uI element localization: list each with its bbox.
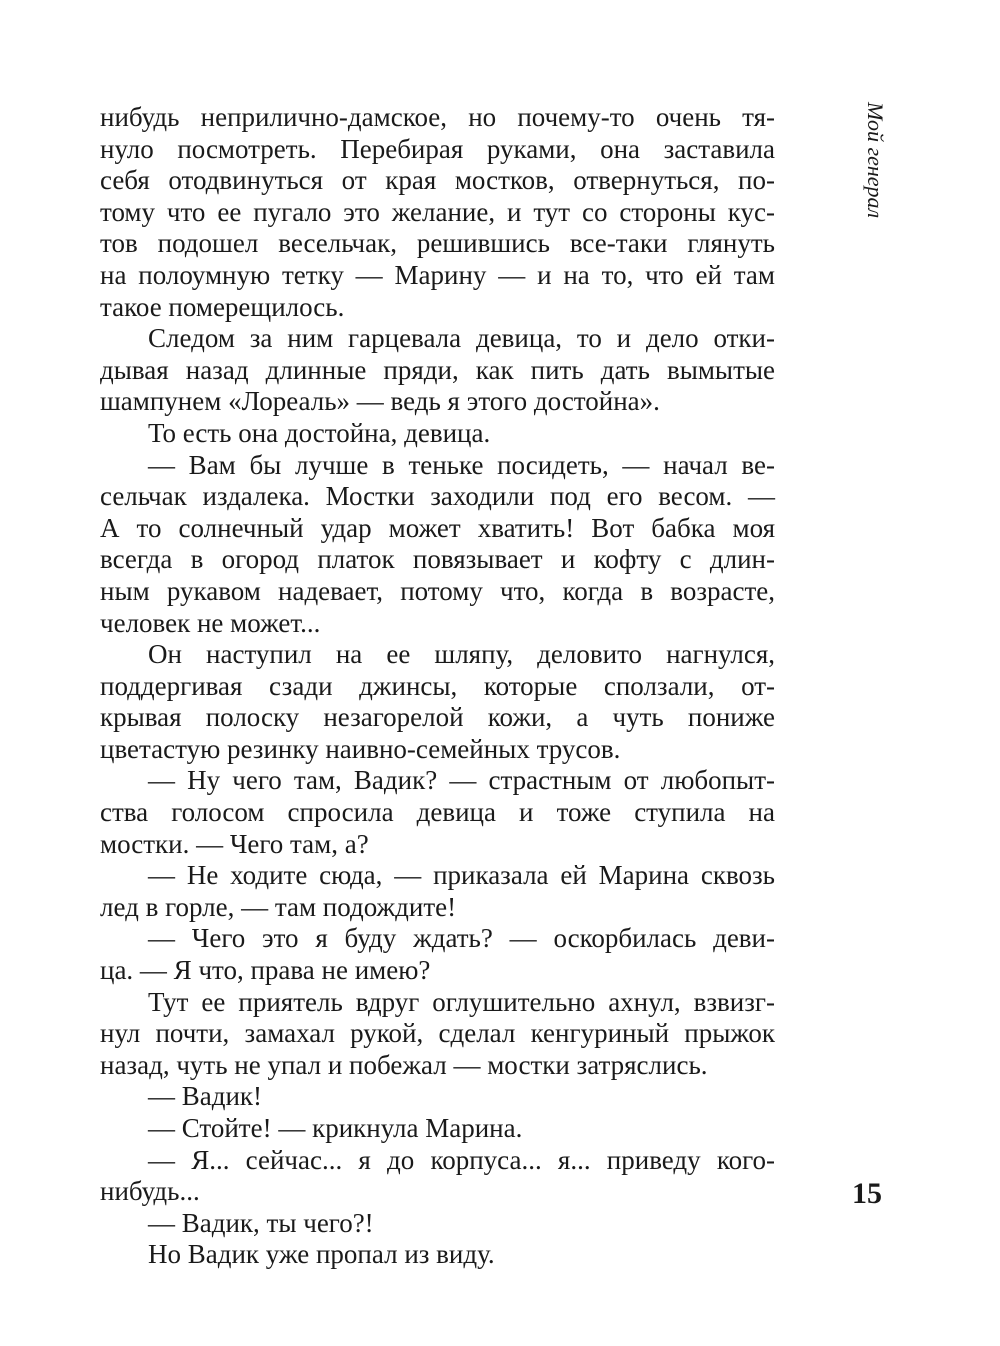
text-line: нибудь неприлично-дамское, но почему-то очень тя- <box>100 102 775 132</box>
text-line: дывая назад длинные пряди, как пить дать вымытые <box>100 354 775 385</box>
text-line: назад, чуть не упал и побежал — мостки затряслись. <box>100 1049 708 1080</box>
text-line: крывая полоску незагорелой кожи, а чуть пониже <box>100 702 775 733</box>
text-line: — Вадик, ты чего?! <box>148 1207 374 1238</box>
text-line: всегда в огород платок повязывает и кофту с длин- <box>100 544 775 575</box>
text-line: — Стойте! — крикнула Марина. <box>148 1113 523 1143</box>
text-line: Тут ее приятель вдруг оглушительно ахнул, взвизг- <box>148 986 775 1017</box>
text-line: на полоумную тетку — Марину — и на то, что ей там <box>100 259 775 290</box>
text-line: сельчак издалека. Мостки заходили под его весом. — <box>100 481 775 512</box>
text-line: Следом за ним гарцевала девица, то и дело отки- <box>148 323 775 354</box>
text-line: — Вадик! <box>148 1081 263 1112</box>
text-line: Но Вадик уже пропал из виду. <box>148 1239 495 1270</box>
text-line: поддергивая сзади джинсы, которые сползали, от- <box>100 670 775 701</box>
text-line: — Не ходите сюда, — приказала ей Марина сквозь <box>148 860 775 891</box>
text-line: нуло посмотреть. Перебирая руками, она заставила <box>100 133 775 164</box>
text-line: А то солнечный удар может хватить! Вот бабка моя <box>100 512 775 543</box>
text-line: — Чего это я буду ждать? — оскорбилась деви- <box>148 923 775 954</box>
running-head-title: Мой генерал <box>863 102 888 219</box>
text-line: мостки. — Чего там, а? <box>100 828 369 859</box>
text-line: человек не может... <box>100 607 321 638</box>
text-line: тов подошел весельчак, решившись все-таки глянуть <box>100 228 775 259</box>
text-line: Он наступил на ее шляпу, деловито нагнулся, <box>148 639 775 670</box>
text-line: шампунем «Лореаль» — ведь я этого достойна». <box>100 386 660 417</box>
text-line: ца. — Я что, права не имею? <box>100 955 431 986</box>
text-line: — Ну чего там, Вадик? — страстным от любопыт- <box>148 765 775 796</box>
text-line: ным рукавом надевает, потому что, когда в возрасте, <box>100 575 775 606</box>
text-line: нул почти, замахал рукой, сделал кенгуриный прыжок <box>100 1018 775 1049</box>
text-line: себя отодвинуться от края мостков, отвернуться, по- <box>100 165 775 196</box>
body-text <box>100 102 775 1271</box>
text-line: нибудь... <box>100 1176 200 1207</box>
text-line: То есть она достойна, девица. <box>148 417 491 448</box>
text-line: — Вам бы лучше в теньке посидеть, — начал ве- <box>148 449 775 480</box>
page-number: 15 <box>852 1177 882 1210</box>
text-line: — Я... сейчас... я до корпуса... я... приведу кого- <box>148 1144 775 1175</box>
text-line: тому что ее пугало это желание, и тут со стороны кус- <box>100 196 775 227</box>
text-line: лед в горле, — там подождите! <box>100 891 457 922</box>
text-line: цветастую резинку наивно-семейных трусов. <box>100 733 621 764</box>
text-line: такое померещилось. <box>100 291 345 322</box>
text-line: ства голосом спросила девица и тоже ступила на <box>100 797 775 828</box>
running-head <box>860 102 900 262</box>
